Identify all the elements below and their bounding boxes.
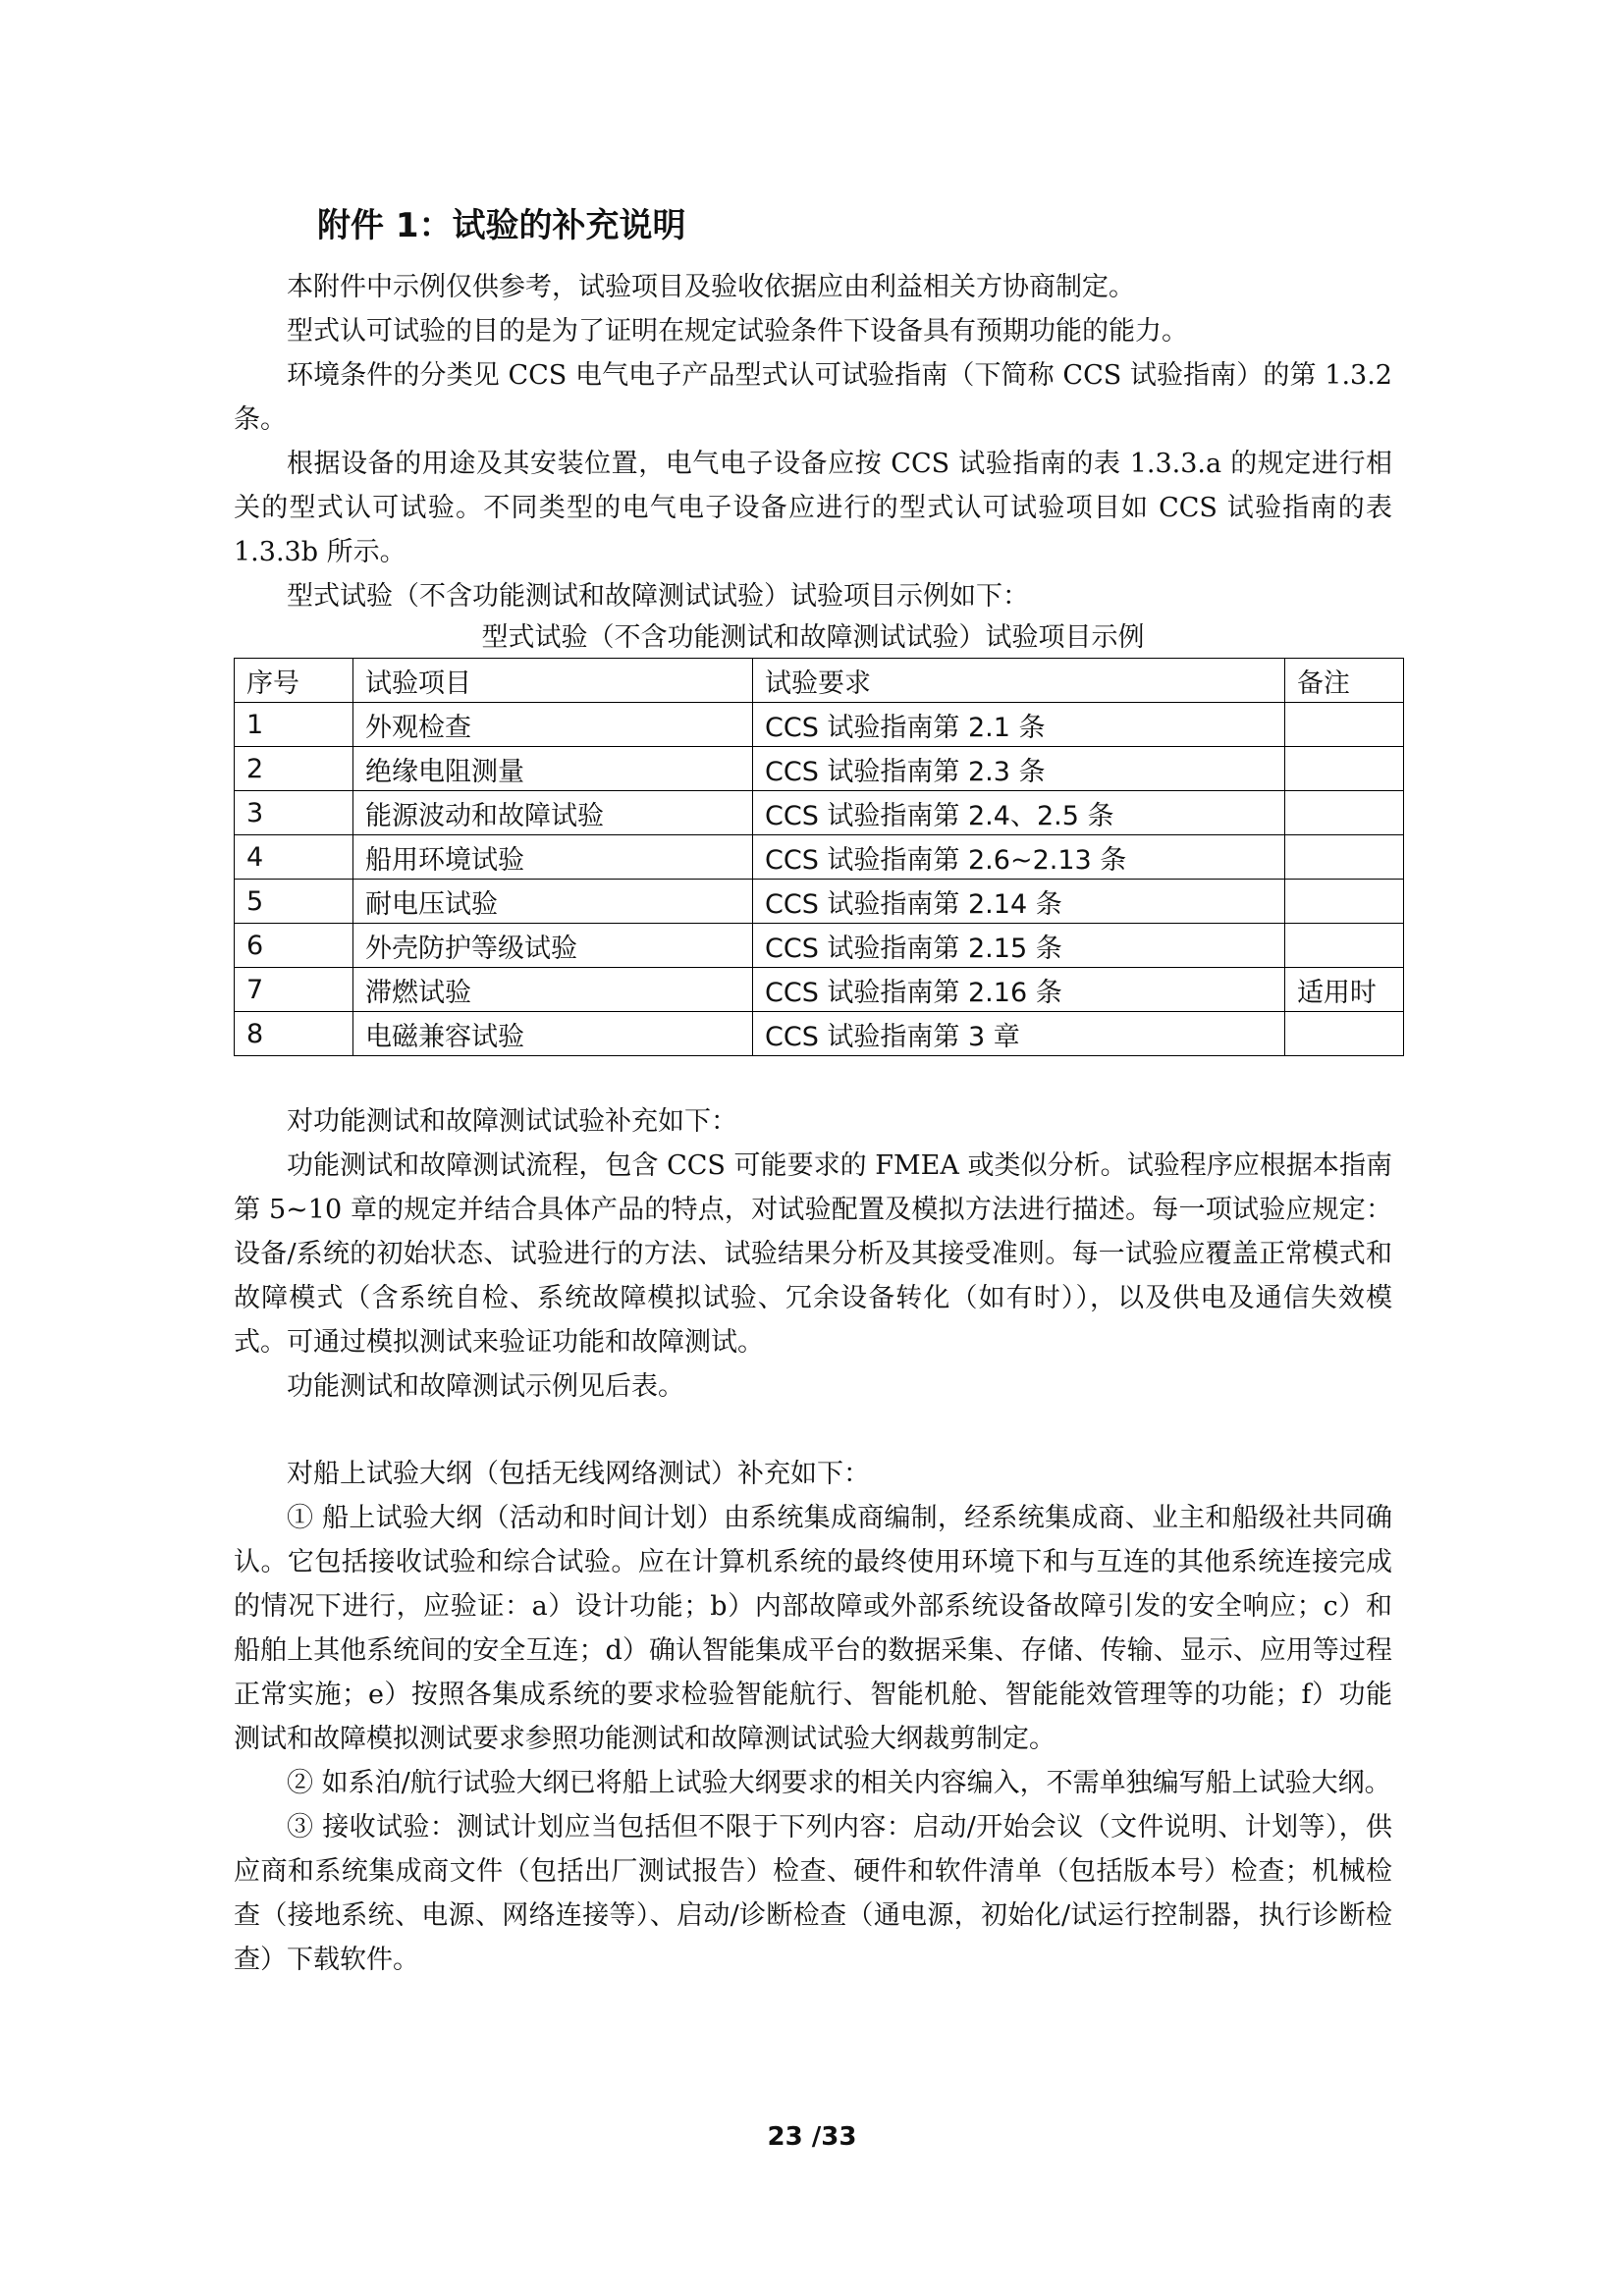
table-cell <box>1284 1012 1403 1056</box>
table-row <box>235 1012 1404 1056</box>
table-cell: CCS 试验指南第 2.4、2.5 条 <box>753 791 1285 835</box>
spacer <box>234 1056 1392 1099</box>
functional-paragraph-3: 功能测试和故障测试示例见后表。 <box>287 1371 684 1402</box>
table-cell: CCS 试验指南第 2.16 条 <box>753 968 1285 1012</box>
page-number: 23 /33 <box>767 2122 857 2152</box>
table-cell: 4 <box>235 835 353 880</box>
onboard-paragraph-2: ① 船上试验大纲（活动和时间计划）由系统集成商编制，经系统集成商、业主和船级社共同确认。它包括接收试验和综合试验。应在计算机系统的最终使用环境下和与互连的其他系统连接完成的情况下进行，应验证：a）设计功能；b）内部故障或外部系统设备故障引发的安全响应；c）和船舶上其他系统间的安全互连；d）确认智能集成平台的数据采集、存储、传输、显示、应用等过程正常实施；e）按照各集成系统的要求检验智能航行、智能机舱、智能能效管理等的功能；f）功能测试和故障模拟测试要求参照功能测试和故障测试试验大纲裁剪制定。 <box>234 1503 1392 1754</box>
table-cell: CCS 试验指南第 2.6~2.13 条 <box>753 835 1285 880</box>
table-row <box>235 924 1404 968</box>
table-cell: 7 <box>235 968 353 1012</box>
table-row <box>235 791 1404 835</box>
intro-paragraph-3: 环境条件的分类见 CCS 电气电子产品型式认可试验指南（下简称 CCS 试验指南）的第 1.3.2 条。 <box>234 360 1392 435</box>
table-cell: 1 <box>235 703 353 747</box>
appendix-heading: 附件 1：试验的补充说明 <box>317 206 686 245</box>
table-cell: 能源波动和故障试验 <box>353 791 753 835</box>
document-body <box>234 265 1392 1982</box>
spacer <box>234 1409 1392 1452</box>
table-row <box>235 747 1404 791</box>
header-cell: 序号 <box>235 659 353 703</box>
table-row <box>235 968 1404 1012</box>
table-cell: 电磁兼容试验 <box>353 1012 753 1056</box>
table-cell: CCS 试验指南第 2.1 条 <box>753 703 1285 747</box>
header-cell: 备注 <box>1284 659 1403 703</box>
onboard-paragraph-4: ③ 接收试验：测试计划应当包括但不限于下列内容：启动/开始会议（文件说明、计划等），供应商和系统集成商文件（包括出厂测试报告）检查、硬件和软件清单（包括版本号）检查；机械检查（接地系统、电源、网络连接等）、启动/诊断检查（通电源，初始化/试运行控制器，执行诊断检查）下载软件。 <box>234 1812 1392 1975</box>
table-cell <box>1284 791 1403 835</box>
table-cell: 外壳防护等级试验 <box>353 924 753 968</box>
test-items-table <box>234 658 1404 1056</box>
table-caption: 型式试验（不含功能测试和故障测试试验）试验项目示例 <box>481 622 1145 653</box>
table-cell: CCS 试验指南第 2.3 条 <box>753 747 1285 791</box>
intro-paragraph-4: 根据设备的用途及其安装位置，电气电子设备应按 CCS 试验指南的表 1.3.3.a 的规定进行相关的型式认可试验。不同类型的电气电子设备应进行的型式认可试验项目如 CCS 试验指南的表 1.3.3b 所示。 <box>234 449 1392 567</box>
functional-paragraph-1: 对功能测试和故障测试试验补充如下： <box>287 1106 737 1137</box>
table-cell: 6 <box>235 924 353 968</box>
table-cell <box>1284 703 1403 747</box>
table-cell <box>1284 880 1403 924</box>
table-cell: 适用时 <box>1284 968 1403 1012</box>
intro-paragraph-5: 型式试验（不含功能测试和故障测试试验）试验项目示例如下： <box>287 581 1029 612</box>
onboard-paragraph-1: 对船上试验大纲（包括无线网络测试）补充如下： <box>287 1459 870 1489</box>
table-cell: 5 <box>235 880 353 924</box>
table-cell <box>1284 835 1403 880</box>
table-row <box>235 835 1404 880</box>
table-row <box>235 880 1404 924</box>
table-cell: CCS 试验指南第 2.14 条 <box>753 880 1285 924</box>
functional-paragraph-2: 功能测试和故障测试流程，包含 CCS 可能要求的 FMEA 或类似分析。试验程序应根据本指南第 5~10 章的规定并结合具体产品的特点，对试验配置及模拟方法进行描述。每一项试验应规定：设备/系统的初始状态、试验进行的方法、试验结果分析及其接受准则。每一试验应覆盖正常模式和故障模式（含系统自检、系统故障模拟试验、冗余设备转化（如有时）），以及供电及通信失效模式。可通过模拟测试来验证功能和故障测试。 <box>234 1150 1392 1358</box>
table-cell: 绝缘电阻测量 <box>353 747 753 791</box>
table-cell <box>1284 924 1403 968</box>
table-cell: 外观检查 <box>353 703 753 747</box>
intro-paragraph-2: 型式认可试验的目的是为了证明在规定试验条件下设备具有预期功能的能力。 <box>287 316 1188 347</box>
intro-paragraph-1: 本附件中示例仅供参考，试验项目及验收依据应由利益相关方协商制定。 <box>287 272 1135 302</box>
table-cell: 2 <box>235 747 353 791</box>
header-cell: 试验要求 <box>753 659 1285 703</box>
table-cell: 8 <box>235 1012 353 1056</box>
table-cell: 3 <box>235 791 353 835</box>
table-cell: 船用环境试验 <box>353 835 753 880</box>
table-row <box>235 703 1404 747</box>
table-cell: CCS 试验指南第 2.15 条 <box>753 924 1285 968</box>
onboard-paragraph-3: ② 如系泊/航行试验大纲已将船上试验大纲要求的相关内容编入，不需单独编写船上试验大纲。 <box>287 1768 1391 1798</box>
table-cell <box>1284 747 1403 791</box>
table-cell: 耐电压试验 <box>353 880 753 924</box>
table-header-row <box>235 659 1404 703</box>
table-cell: CCS 试验指南第 3 章 <box>753 1012 1285 1056</box>
header-cell: 试验项目 <box>353 659 753 703</box>
table-cell: 滞燃试验 <box>353 968 753 1012</box>
